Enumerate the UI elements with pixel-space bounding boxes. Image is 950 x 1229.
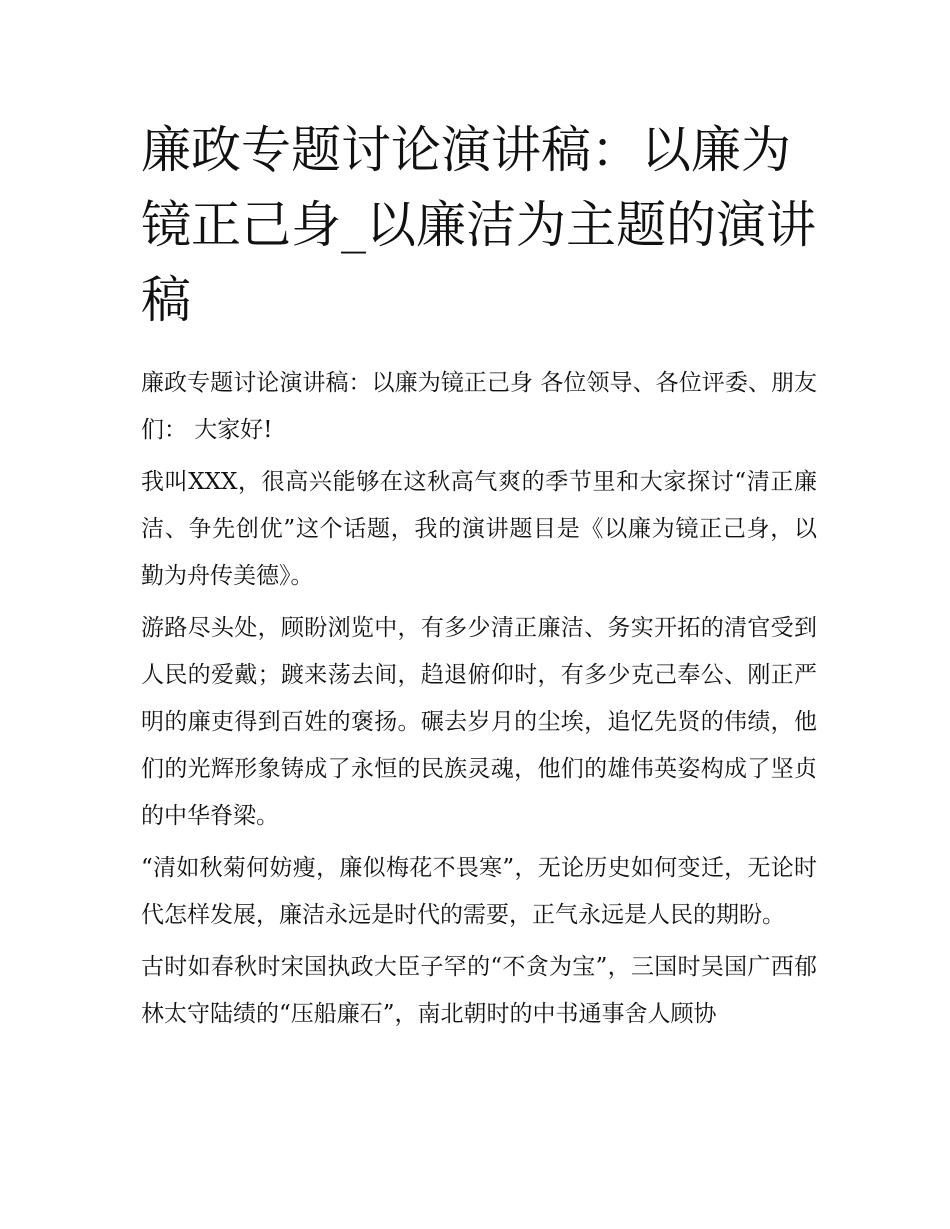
paragraph-greeting: 廉政专题讨论演讲稿：以廉为镜正己身 各位领导、各位评委、朋友们： 大家好! xyxy=(141,370,817,443)
document-body xyxy=(141,360,817,1038)
paragraph-introduction: 我叫XXX，很高兴能够在这秋高气爽的季节里和大家探讨“清正廉洁、争先创优”这个话题，我的演讲题目是《以廉为镜正己身，以勤为舟传美德》。 xyxy=(141,469,817,589)
document-title: 廉政专题讨论演讲稿：以廉为镜正己身_以廉洁为主题的演讲稿 xyxy=(141,121,816,329)
paragraph-clean-officials: 游路尽头处，顾盼浏览中，有多少清正廉洁、务实开拓的清官受到人民的爱戴；踱来荡去间，趋退俯仰时，有多少克己奉公、刚正严明的廉吏得到百姓的褒扬。碾去岁月的尘埃，追忆先贤的伟绩，他们的光辉形象铸成了永恒的民族灵魂，他们的雄伟英姿构成了坚贞的中华脊梁。 xyxy=(141,615,817,829)
document-content xyxy=(141,113,817,1043)
paragraph-historical-examples: 古时如春秋时宋国执政大臣子罕的“不贪为宝”，三国时吴国广西郁林太守陆绩的“压船廉石”，南北朝时的中书通事舍人顾协 xyxy=(141,954,817,1027)
paragraph-poem-quote: “清如秋菊何妨瘦，廉似梅花不畏寒”，无论历史如何变迁，无论时代怎样发展，廉洁永远是时代的需要，正气永远是人民的期盼。 xyxy=(141,855,817,928)
